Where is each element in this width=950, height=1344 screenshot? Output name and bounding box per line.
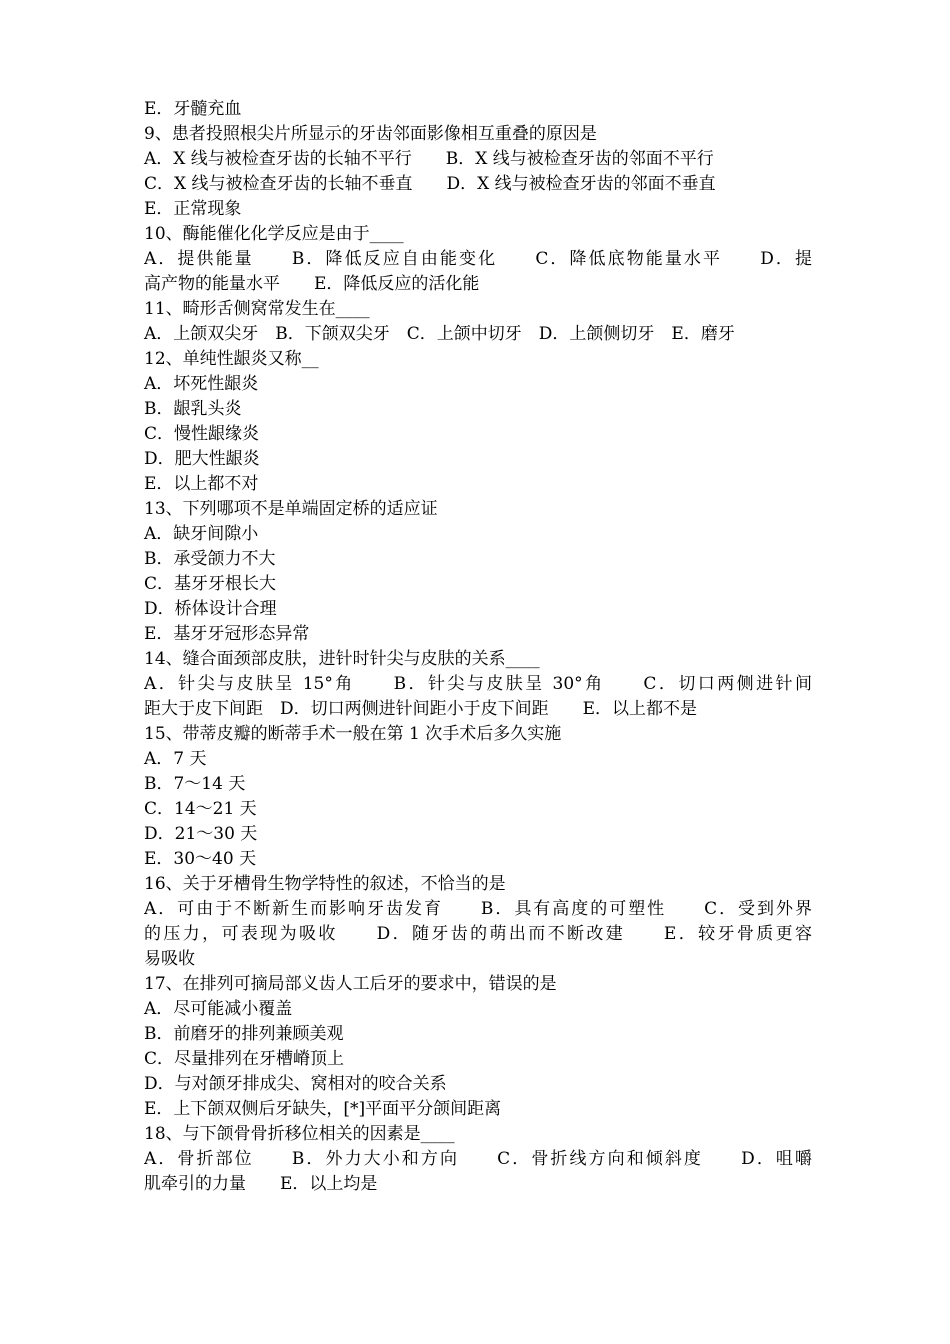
option-line-text: A．骨折部位 B．外力大小和方向 C．骨折线方向和倾斜度 D．咀嚼 [144,1149,812,1169]
option-line-text: A．提供能量 B．降低反应自由能变化 C．降低底物能量水平 D．提 [144,249,812,269]
option-line: C．14～21 天 [144,799,257,819]
option-line [144,247,812,272]
option-line: A．缺牙间隙小 [144,524,259,544]
option-line: C．尽量排列在牙槽嵴顶上 [144,1049,345,1069]
option-line [144,1147,812,1172]
option-line-text: A．可由于不断新生而影响牙齿发育 B．具有高度的可塑性 C．受到外界 [144,899,812,919]
option-line: 易吸收 [144,949,195,969]
option-line: A．7 天 [144,749,207,769]
option-line: E．以上都不对 [144,474,259,494]
question-line: 11、畸形舌侧窝常发生在____ [144,299,370,319]
option-line: B．龈乳头炎 [144,399,242,419]
option-line: 高产物的能量水平 E．降低反应的活化能 [144,274,480,294]
question-line: 15、带蒂皮瓣的断蒂手术一般在第 1 次手术后多久实施 [144,724,562,744]
option-line: A．X 线与被检查牙齿的长轴不平行 B．X 线与被检查牙齿的邻面不平行 [144,149,714,169]
option-line: D．21～30 天 [144,824,258,844]
option-line: D．桥体设计合理 [144,599,277,619]
question-line: 10、酶能催化化学反应是由于____ [144,224,404,244]
option-line: B．7～14 天 [144,774,246,794]
document-body [144,97,812,1197]
option-line: D．肥大性龈炎 [144,449,260,469]
option-line: C．基牙牙根长大 [144,574,277,594]
option-line: C．X 线与被检查牙齿的长轴不垂直 D．X 线与被检查牙齿的邻面不垂直 [144,174,716,194]
option-line: E．上下颌双侧后牙缺失，[*]平面平分颌间距离 [144,1099,502,1119]
question-line: 17、在排列可摘局部义齿人工后牙的要求中，错误的是 [144,974,557,994]
question-line: 13、下列哪项不是单端固定桥的适应证 [144,499,438,519]
option-line [144,897,812,922]
question-line: 14、缝合面颈部皮肤，进针时针尖与皮肤的关系____ [144,649,540,669]
option-line [144,922,812,947]
option-line: A．上颌双尖牙 B．下颌双尖牙 C．上颌中切牙 D．上颌侧切牙 E．磨牙 [144,324,735,344]
option-line: E．牙髓充血 [144,99,242,119]
question-line: 9、患者投照根尖片所显示的牙齿邻面影像相互重叠的原因是 [144,124,597,144]
option-line: A．尽可能减小覆盖 [144,999,293,1019]
option-line-text: 的压力，可表现为吸收 D．随牙齿的萌出而不断改建 E．较牙骨质更容 [144,924,812,944]
question-line: 16、关于牙槽骨生物学特性的叙述，不恰当的是 [144,874,506,894]
option-line-text: A．针尖与皮肤呈 15°角 B．针尖与皮肤呈 30°角 C．切口两侧进针间 [144,674,812,694]
option-line: C．慢性龈缘炎 [144,424,260,444]
question-line: 12、单纯性龈炎又称__ [144,349,319,369]
option-line: E．30～40 天 [144,849,257,869]
option-line [144,672,812,697]
option-line: B．前磨牙的排列兼顾美观 [144,1024,344,1044]
option-line: 肌牵引的力量 E．以上均是 [144,1174,378,1194]
option-line: A．坏死性龈炎 [144,374,259,394]
option-line: E．正常现象 [144,199,242,219]
option-line: E．基牙牙冠形态异常 [144,624,310,644]
question-line: 18、与下颌骨骨折移位相关的因素是____ [144,1124,455,1144]
option-line: B．承受颌力不大 [144,549,276,569]
option-line: 距大于皮下间距 D．切口两侧进针间距小于皮下间距 E．以上都不是 [144,699,698,719]
option-line: D．与对颌牙排成尖、窝相对的咬合关系 [144,1074,447,1094]
